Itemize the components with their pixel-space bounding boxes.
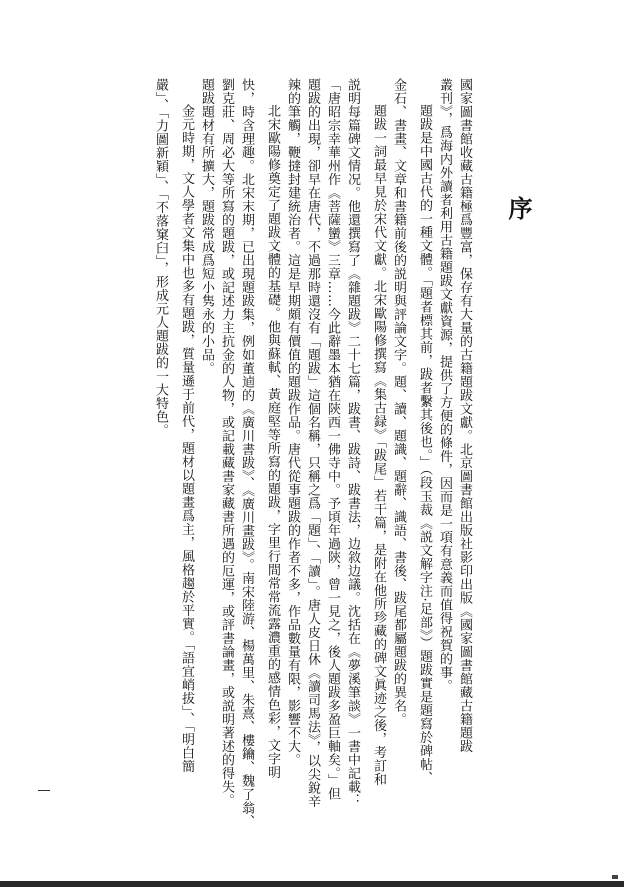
text-column: 題跋題材有所擴大，題跋常成爲短小隽永的小品。 <box>199 78 214 375</box>
text-column: 題跋的出現，卻早在唐代，不過那時還沒有「題跋」這個名稱，只稱之爲「題」、「讀」。唐人皮日休《讀司馬法》，以尖銳辛 <box>305 78 320 808</box>
text-column: 劉克莊、周必大等所寫的題跋，或記述力主抗金的人物，或記載藏書家藏書所遇的厄運，或評書論畫，或説明著述的得失。 <box>219 78 234 807</box>
preface-body <box>150 78 474 858</box>
scan-bottom-edge <box>0 881 624 887</box>
text-column: 「唐昭宗幸華州作《菩薩蠻》三章……今此辭墨本猶在陝西一佛寺中。予頃年過陝，曾一見之，後人題跋多盈巨軸矣。」但 <box>325 78 340 801</box>
scan-corner-mark <box>612 875 618 879</box>
text-column: 金石、書畫、文章和書籍前後的説明與評論文字。題、讀、題識、題辭、識語、書後、跋尾都屬題跋的異名。 <box>391 78 406 726</box>
text-column: 説明每篇碑文情况。他還撰寫了《雜題跋》二十七篇，跋書、跋詩、跋書法，边敘边議。沈括在《夢溪筆談》一書中記載： <box>345 78 360 807</box>
text-column: 快，時含理趣。北宋末期，已出現題跋集，例如董逌的《廣川書跋》、《廣川畫跋》。南宋陸游、楊萬里、朱熹、樓鑰、魏了翁、 <box>239 78 254 828</box>
text-column: 叢刊》，爲海内外讀者利用古籍題跋文獻資源，提供了方便的條件，因而是一項有意義而值得祝賀的事。 <box>437 78 452 693</box>
margin-dash-mark <box>38 790 50 791</box>
text-column: 北宋歐陽修奠定了題跋文體的基礎。他與蘇軾、黃庭堅等所寫的題跋，字里行間常常流露濃重的感情色彩，文字明 <box>265 104 280 779</box>
text-column: 金元時期，文人學者文集中也多有題跋，質量遜于前代，題材以題畫爲主，風格趨於平實。「語宜峭拔」、「明白簡 <box>179 104 194 773</box>
text-column: 題跋一詞最早見於宋代文獻。北宋歐陽修撰寫《集古録》「跋尾」若干篇，是附在他所珍藏的碑文眞迹之後，考訂和 <box>371 104 386 786</box>
text-column: 嚴」、「力圖新穎」、「不落窠臼」，形成元人題跋的一大特色。 <box>153 78 168 437</box>
text-column: 辣的筆觸，鞭撻封建統治者。這是早期頗有價值的題跋作品。唐代從事題跋的作者不多，作品數量有限，影響不大。 <box>285 78 300 767</box>
text-column: 題跋是中國古代的一種文體。「題者標其前，跋者繫其後也。」（段玉裁《説文解字注·足部》）題跋實是題寫於碑帖、 <box>417 104 432 785</box>
page-title: 序 <box>504 196 533 220</box>
text-column: 國家圖書館收藏古籍極爲豐富，保存有大量的古籍題跋文獻。北京圖書館出版社影印出版《國家圖書館藏古籍題跋 <box>457 78 472 753</box>
